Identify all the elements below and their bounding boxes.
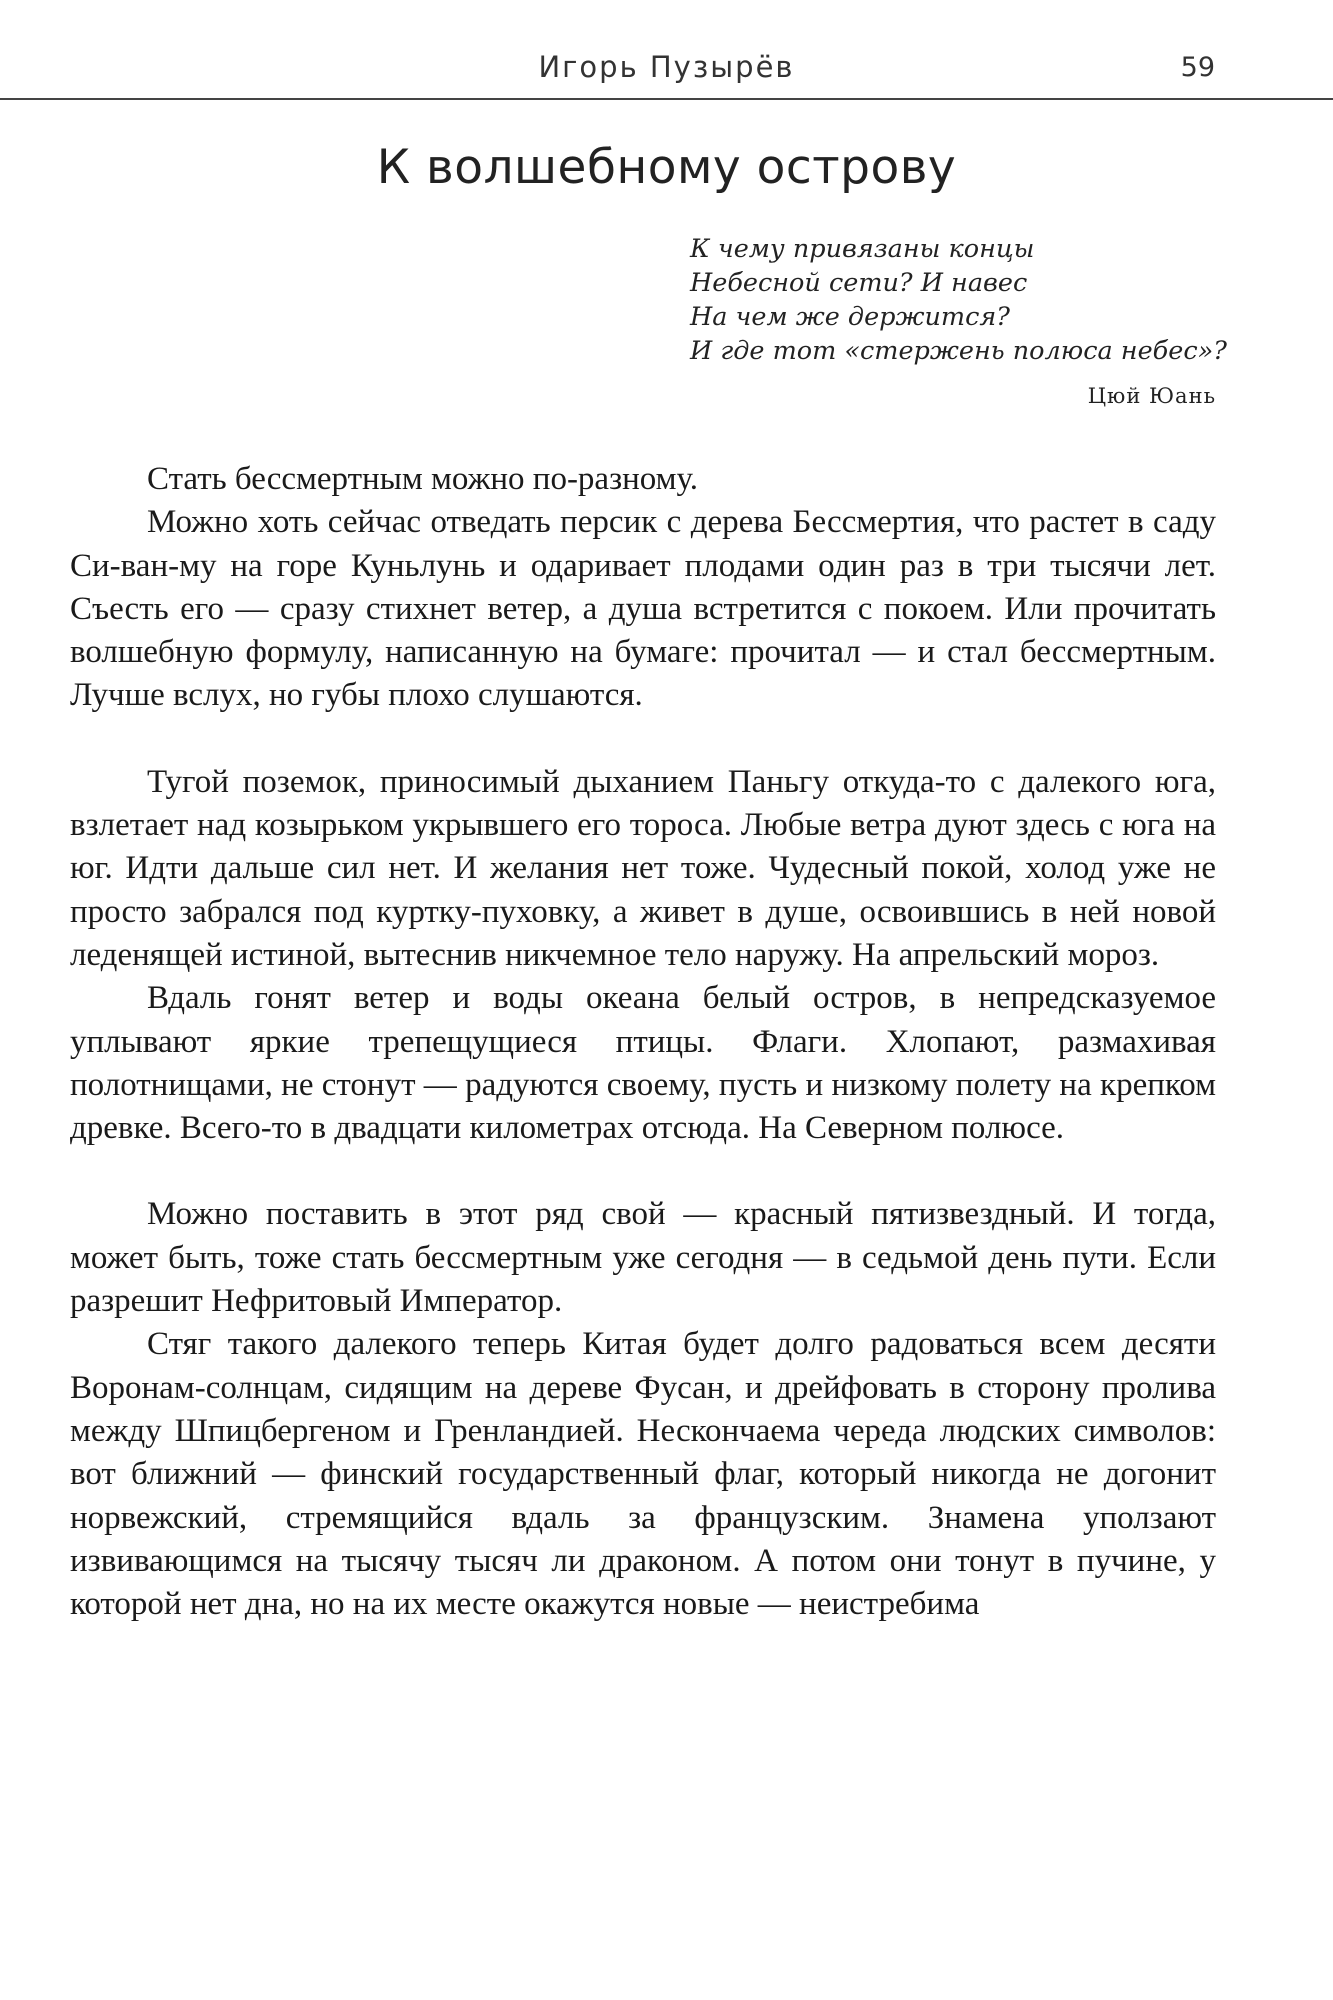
- paragraph: Стяг такого далекого теперь Китая будет долго радоваться всем десяти Воронам-солнцам, сидящим на дереве Фусан, и дрейфовать в сторону пролива между Шпицбергеном и Гренландией. Нескончаема череда людских символов: вот ближний — финский государственный флаг, который никогда не догонит норвежский, стремящийся вдаль за французским. Знамена уползают извивающимся на тысячу тысяч ли драконом. А потом они тонут в пучине, у которой нет дна, но на их месте окажутся новые — неистребима: [70, 1326, 1216, 1623]
- epigraph-line: Небесной сети? И навес: [690, 268, 1028, 298]
- paragraph: Вдаль гонят ветер и воды океана белый остров, в непредсказуемое уплывают яркие трепещущиеся птицы. Флаги. Хлопают, размахивая полотнищами, не стонут — радуются своему, пусть и низкому полету на крепком древке. Всего-то в двадцати километрах отсюда. На Северном полюсе.: [70, 980, 1216, 1147]
- paragraph: Тугой поземок, приносимый дыханием Паньгу откуда-то с далекого юга, взлетает над козырьком укрывшего его тороса. Любые ветра дуют здесь с юга на юг. Идти дальше сил нет. И желания нет тоже. Чудесный покой, холод уже не просто забрался под куртку-пуховку, а живет в душе, освоившись в ней новой леденящей истиной, вытеснив никчемное тело наружу. На апрельский мороз.: [70, 763, 1216, 973]
- header-divider: [0, 98, 1333, 100]
- running-header: [0, 42, 1333, 102]
- chapter-title: К волшебному острову: [376, 140, 957, 195]
- paragraph: Можно хоть сейчас отведать персик с дерева Бессмертия, что растет в саду Си-ван-му на горе Куньлунь и одаривает плодами один раз в три тысячи лет. Съесть его — сразу стихнет ветер, а душа встретится с покоем. Или прочитать волшебную формулу, написанную на бумаге: прочитал — и стал бессмертным. Лучше вслух, но губы плохо слушаются.: [70, 504, 1216, 714]
- epigraph-line: На чем же держится?: [690, 302, 1010, 332]
- paragraph: Можно поставить в этот ряд свой — красный пятизвездный. И тогда, может быть, тоже стать бессмертным уже сегодня — в седьмой день пути. Если разрешит Нефритовый Император.: [70, 1196, 1216, 1320]
- body-text: [70, 458, 1216, 1626]
- header-author: Игорь Пузырёв: [538, 50, 795, 84]
- paragraph: Стать бессмертным можно по-разному.: [147, 461, 698, 497]
- epigraph-author: Цюй Юань: [1087, 384, 1216, 408]
- epigraph-line: К чему привязаны концы: [690, 234, 1035, 264]
- epigraph-line: И где тот «стержень полюса небес»?: [690, 336, 1227, 366]
- epigraph: [690, 232, 1227, 368]
- page-number: 59: [1180, 52, 1215, 83]
